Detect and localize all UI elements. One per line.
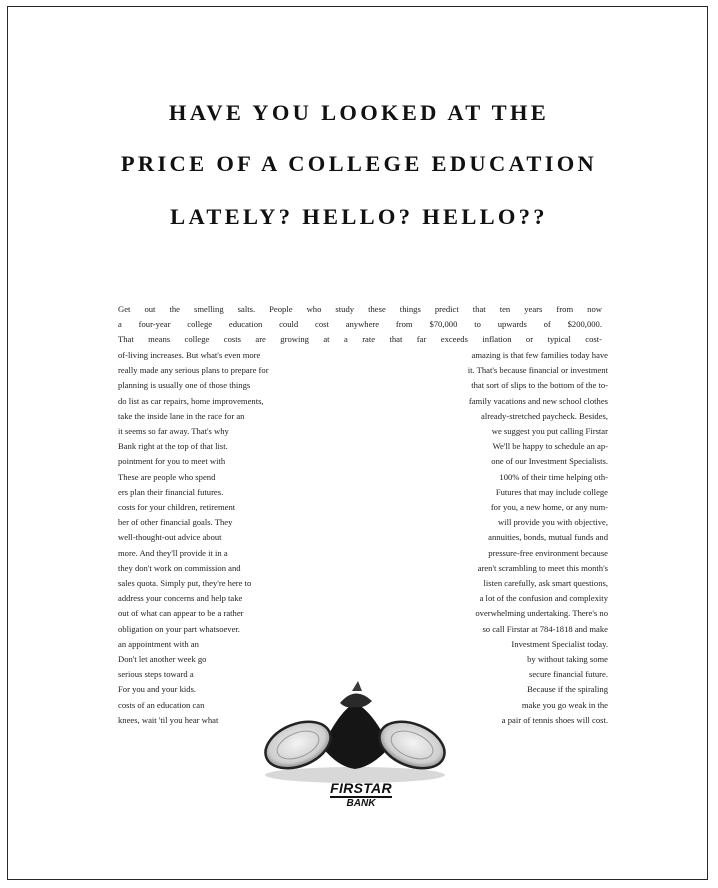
body-line: For you and your kids. [118, 684, 197, 695]
body-line: out of what can appear to be a rather [118, 608, 244, 619]
body-line: costs for your children, retirement [118, 502, 236, 513]
firstar-bank-logo [330, 781, 392, 810]
body-line: they don't work on commission and [118, 562, 241, 573]
body-line: That means college costs are growing at a rate that far exceeds inflation or typical cost- [118, 334, 602, 345]
body-line: overwhelming undertaking. There's no [475, 608, 608, 619]
body-line: will provide you with objective, [497, 517, 608, 528]
body-right-column [468, 348, 608, 728]
body-line: obligation on your part whatsoever. [118, 623, 240, 634]
body-line: well-thought-out advice about [118, 532, 222, 543]
body-line: we suggest you put calling Firstar [491, 426, 608, 437]
body-line: more. And they'll provide it in a [118, 547, 228, 558]
body-line: We'll be happy to schedule an ap- [492, 441, 608, 452]
body-line: family vacations and new school clothes [468, 395, 608, 406]
body-line: Don't let another week go [118, 654, 207, 665]
body-line: a four-year college education could cost anywhere from $70,000 to upwards of $200,000. [118, 319, 602, 330]
body-line: really made any serious plans to prepare for [118, 365, 269, 376]
body-line: Get out the smelling salts. People who study these things predict that ten years from now [118, 304, 602, 314]
body-line: by without taking some [527, 654, 608, 665]
body-line: a lot of the confusion and complexity [479, 593, 608, 604]
body-line: a pair of tennis shoes will cost. [501, 714, 608, 725]
body-line: it. That's because financial or investment [467, 365, 608, 376]
body-line: address your concerns and help take [118, 593, 243, 604]
body-line: already-stretched paycheck. Besides, [481, 410, 608, 421]
body-line: of-living increases. But what's even more [118, 350, 261, 360]
logo-sub: BANK [346, 798, 376, 809]
body-left-column [118, 348, 269, 728]
body-line: sales quota. Simply put, they're here to [118, 578, 252, 589]
headline-line-3: LATELY? HELLO? HELLO?? [170, 204, 548, 229]
body-line: Futures that may include college [495, 486, 608, 497]
body-line: Because if the spiraling [527, 684, 608, 695]
body-line: annuities, bonds, mutual funds and [488, 532, 608, 543]
body-line: it seems so far away. That's why [118, 426, 229, 437]
body-intro [118, 302, 602, 348]
body-line: so call Firstar at 784-1818 and make [482, 623, 608, 634]
body-line: make you go weak in the [521, 699, 608, 710]
body-line: 100% of their time helping oth- [499, 471, 608, 482]
fainted-person-shoes-illustration [260, 675, 450, 783]
body-line: listen carefully, ask smart questions, [483, 578, 608, 589]
body-line: one of our Investment Specialists. [491, 456, 608, 467]
body-line: knees, wait 'til you hear what [118, 714, 219, 725]
body-line: ers plan their financial futures. [118, 486, 224, 497]
body-line: serious steps toward a [118, 669, 194, 680]
body-line: amazing is that few families today have [471, 350, 608, 360]
body-line: an appointment with an [118, 638, 199, 649]
body-line: Investment Specialist today. [511, 638, 608, 649]
body-line: pointment for you to meet with [118, 456, 226, 467]
body-line: pressure-free environment because [488, 547, 608, 558]
body-line: take the inside lane in the race for an [118, 410, 245, 421]
body-line: planning is usually one of those things [118, 380, 251, 391]
body-line: These are people who spend [118, 471, 216, 482]
body-line: do list as car repairs, home improvements, [118, 395, 264, 406]
body-line: aren't scrambling to meet this month's [477, 562, 608, 573]
headline-line-2: PRICE OF A COLLEGE EDUCATION [120, 151, 598, 176]
body-line: Bank right at the top of that list. [118, 441, 228, 452]
logo-brand: FIRSTAR [330, 780, 392, 796]
body-line: costs of an education can [118, 699, 205, 710]
body-line: for you, a new home, or any num- [490, 502, 608, 513]
body-line: that sort of slips to the bottom of the to- [471, 380, 608, 391]
body-line: ber of other financial goals. They [118, 517, 233, 528]
headline-line-1: HAVE YOU LOOKED AT THE [168, 100, 550, 125]
body-line: secure financial future. [529, 669, 608, 680]
